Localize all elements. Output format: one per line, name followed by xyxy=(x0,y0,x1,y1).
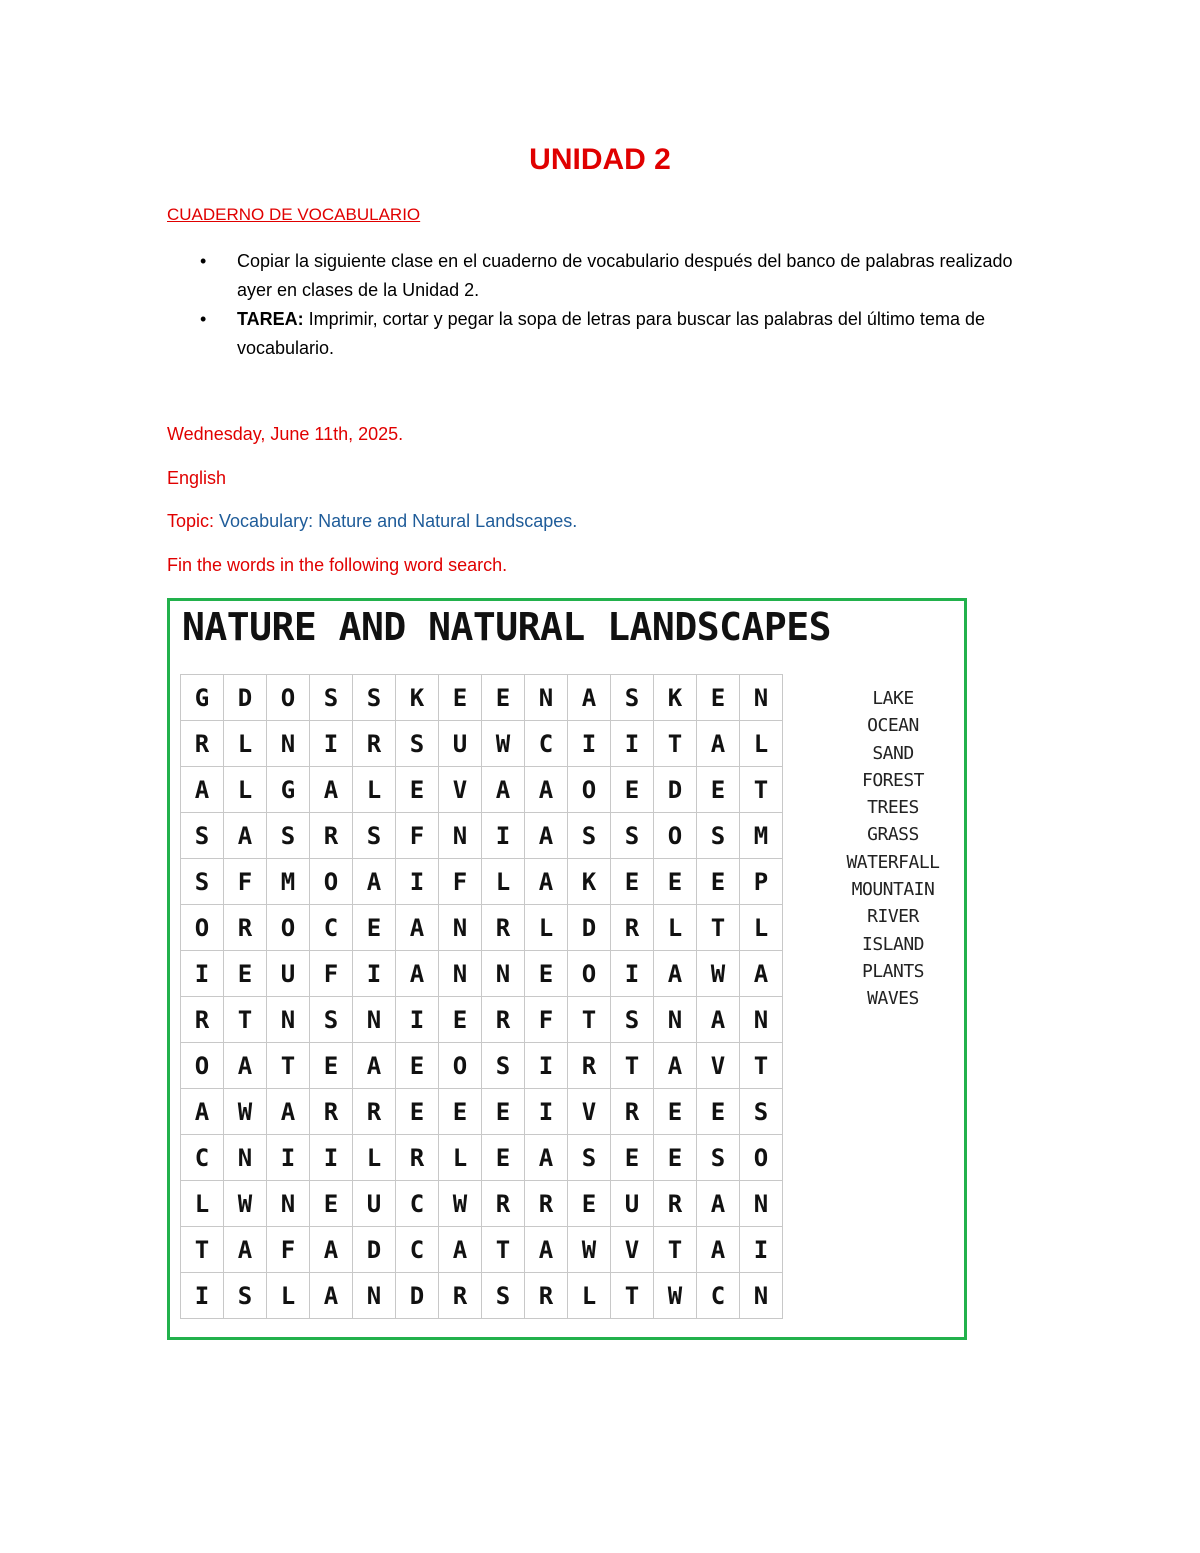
grid-cell: A xyxy=(353,1043,396,1089)
grid-row xyxy=(181,1135,783,1181)
grid-cell: M xyxy=(740,813,783,859)
grid-cell: N xyxy=(353,997,396,1043)
grid-cell: E xyxy=(568,1181,611,1227)
word-list-item: TREES xyxy=(867,797,919,819)
grid-cell: A xyxy=(697,997,740,1043)
grid-row xyxy=(181,1273,783,1319)
grid-cell: E xyxy=(353,905,396,951)
grid-cell: L xyxy=(525,905,568,951)
homework-label: TAREA: xyxy=(237,309,304,329)
grid-row xyxy=(181,1089,783,1135)
grid-cell: E xyxy=(525,951,568,997)
grid-cell: R xyxy=(353,721,396,767)
grid-cell: S xyxy=(568,1135,611,1181)
grid-cell: D xyxy=(568,905,611,951)
grid-cell: N xyxy=(224,1135,267,1181)
lesson-subject: English xyxy=(167,468,227,488)
grid-cell: O xyxy=(568,951,611,997)
grid-cell: S xyxy=(181,813,224,859)
grid-cell: F xyxy=(267,1227,310,1273)
grid-cell: N xyxy=(654,997,697,1043)
grid-cell: I xyxy=(740,1227,783,1273)
grid-cell: E xyxy=(396,767,439,813)
word-list-item: WATERFALL xyxy=(846,851,940,873)
grid-cell: R xyxy=(396,1135,439,1181)
grid-cell: S xyxy=(181,859,224,905)
grid-cell: O xyxy=(654,813,697,859)
grid-cell: M xyxy=(267,859,310,905)
grid-cell: L xyxy=(568,1273,611,1319)
grid-cell: U xyxy=(353,1181,396,1227)
grid-cell: K xyxy=(654,675,697,721)
grid-cell: I xyxy=(525,1043,568,1089)
word-list-item: RIVER xyxy=(867,906,919,928)
grid-cell: E xyxy=(482,1135,525,1181)
grid-cell: L xyxy=(267,1273,310,1319)
grid-cell: E xyxy=(439,997,482,1043)
grid-cell: I xyxy=(181,951,224,997)
grid-cell: L xyxy=(740,905,783,951)
grid-cell: E xyxy=(697,767,740,813)
grid-cell: S xyxy=(396,721,439,767)
grid-cell: N xyxy=(482,951,525,997)
grid-cell: N xyxy=(267,1181,310,1227)
grid-cell: I xyxy=(353,951,396,997)
word-list-item: OCEAN xyxy=(867,715,919,737)
grid-cell: A xyxy=(181,767,224,813)
grid-row xyxy=(181,767,783,813)
grid-row xyxy=(181,721,783,767)
grid-cell: E xyxy=(439,1089,482,1135)
grid-cell: N xyxy=(740,675,783,721)
grid-cell: C xyxy=(525,721,568,767)
grid-cell: A xyxy=(224,1227,267,1273)
grid-cell: T xyxy=(267,1043,310,1089)
lesson-topic xyxy=(167,511,577,532)
grid-cell: A xyxy=(525,767,568,813)
grid-cell: E xyxy=(396,1043,439,1089)
grid-cell: F xyxy=(439,859,482,905)
grid-cell: W xyxy=(654,1273,697,1319)
lesson-instruction: Fin the words in the following word search. xyxy=(167,555,508,575)
page-title: UNIDAD 2 xyxy=(529,143,671,176)
grid-cell: R xyxy=(611,1089,654,1135)
grid-cell: K xyxy=(396,675,439,721)
grid-cell: T xyxy=(482,1227,525,1273)
grid-cell: A xyxy=(525,1227,568,1273)
grid-cell: S xyxy=(310,997,353,1043)
grid-cell: E xyxy=(482,675,525,721)
grid-cell: L xyxy=(224,721,267,767)
grid-cell: A xyxy=(740,951,783,997)
grid-cell: E xyxy=(611,859,654,905)
grid-cell: N xyxy=(267,997,310,1043)
grid-row xyxy=(181,1227,783,1273)
grid-cell: I xyxy=(310,721,353,767)
grid-cell: P xyxy=(740,859,783,905)
grid-cell: S xyxy=(224,1273,267,1319)
grid-cell: A xyxy=(654,1043,697,1089)
grid-cell: R xyxy=(568,1043,611,1089)
grid-cell: E xyxy=(654,859,697,905)
grid-cell: A xyxy=(353,859,396,905)
grid-row xyxy=(181,1181,783,1227)
grid-cell: R xyxy=(482,997,525,1043)
grid-cell: D xyxy=(654,767,697,813)
grid-cell: L xyxy=(439,1135,482,1181)
grid-cell: A xyxy=(310,1227,353,1273)
grid-cell: W xyxy=(697,951,740,997)
grid-cell: G xyxy=(267,767,310,813)
word-list-item: MOUNTAIN xyxy=(851,879,935,901)
grid-cell: V xyxy=(439,767,482,813)
instruction-item xyxy=(200,305,1040,363)
grid-cell: S xyxy=(740,1089,783,1135)
grid-cell: V xyxy=(611,1227,654,1273)
grid-row xyxy=(181,951,783,997)
instruction-text: Copiar la siguiente clase en el cuaderno de vocabulario después del banco de palabras realizado ayer en clases de la Unidad 2. xyxy=(237,251,1013,300)
grid-cell: S xyxy=(310,675,353,721)
grid-cell: A xyxy=(568,675,611,721)
grid-cell: W xyxy=(482,721,525,767)
grid-cell: E xyxy=(697,675,740,721)
grid-cell: A xyxy=(482,767,525,813)
grid-cell: U xyxy=(439,721,482,767)
grid-cell: N xyxy=(439,951,482,997)
bullet-icon: • xyxy=(200,309,207,329)
grid-row xyxy=(181,905,783,951)
grid-cell: T xyxy=(740,767,783,813)
grid-cell: F xyxy=(525,997,568,1043)
grid-cell: R xyxy=(310,1089,353,1135)
grid-cell: N xyxy=(267,721,310,767)
grid-cell: R xyxy=(439,1273,482,1319)
grid-cell: D xyxy=(396,1273,439,1319)
grid-cell: A xyxy=(181,1089,224,1135)
bullet-icon: • xyxy=(200,251,207,271)
grid-cell: A xyxy=(439,1227,482,1273)
grid-cell: S xyxy=(267,813,310,859)
grid-cell: R xyxy=(181,721,224,767)
grid-cell: N xyxy=(740,1181,783,1227)
grid-cell: T xyxy=(568,997,611,1043)
grid-cell: A xyxy=(697,1227,740,1273)
grid-cell: A xyxy=(396,905,439,951)
grid-cell: N xyxy=(525,675,568,721)
grid-cell: C xyxy=(396,1181,439,1227)
word-list-item: SAND xyxy=(872,742,914,764)
grid-cell: T xyxy=(611,1043,654,1089)
grid-cell: N xyxy=(439,813,482,859)
grid-cell: L xyxy=(181,1181,224,1227)
grid-cell: R xyxy=(611,905,654,951)
grid-cell: E xyxy=(310,1043,353,1089)
grid-cell: A xyxy=(310,1273,353,1319)
grid-cell: W xyxy=(224,1181,267,1227)
grid-cell: E xyxy=(654,1089,697,1135)
grid-cell: S xyxy=(353,813,396,859)
letter-grid xyxy=(180,674,783,1319)
grid-cell: I xyxy=(181,1273,224,1319)
grid-cell: R xyxy=(482,1181,525,1227)
grid-cell: E xyxy=(654,1135,697,1181)
grid-cell: S xyxy=(697,813,740,859)
section-subtitle: CUADERNO DE VOCABULARIO xyxy=(167,205,421,224)
grid-cell: A xyxy=(697,1181,740,1227)
grid-cell: T xyxy=(611,1273,654,1319)
grid-cell: T xyxy=(654,721,697,767)
grid-cell: I xyxy=(568,721,611,767)
grid-cell: F xyxy=(310,951,353,997)
grid-cell: C xyxy=(310,905,353,951)
grid-cell: N xyxy=(740,997,783,1043)
grid-cell: O xyxy=(310,859,353,905)
instruction-item xyxy=(200,247,1040,305)
grid-cell: E xyxy=(697,859,740,905)
grid-cell: U xyxy=(267,951,310,997)
grid-cell: F xyxy=(224,859,267,905)
grid-cell: O xyxy=(740,1135,783,1181)
grid-cell: R xyxy=(482,905,525,951)
grid-cell: E xyxy=(396,1089,439,1135)
word-list-item: GRASS xyxy=(867,824,919,846)
grid-cell: A xyxy=(224,1043,267,1089)
grid-cell: A xyxy=(654,951,697,997)
grid-cell: S xyxy=(611,997,654,1043)
grid-cell: R xyxy=(181,997,224,1043)
grid-cell: S xyxy=(568,813,611,859)
grid-cell: G xyxy=(181,675,224,721)
word-list-item: WAVES xyxy=(867,988,919,1010)
grid-cell: R xyxy=(353,1089,396,1135)
grid-row xyxy=(181,859,783,905)
grid-cell: W xyxy=(439,1181,482,1227)
grid-cell: C xyxy=(396,1227,439,1273)
grid-cell: U xyxy=(611,1181,654,1227)
grid-cell: L xyxy=(353,1135,396,1181)
grid-row xyxy=(181,1043,783,1089)
grid-cell: I xyxy=(396,997,439,1043)
grid-cell: V xyxy=(697,1043,740,1089)
grid-cell: S xyxy=(482,1043,525,1089)
grid-cell: I xyxy=(396,859,439,905)
grid-cell: L xyxy=(224,767,267,813)
grid-cell: E xyxy=(310,1181,353,1227)
grid-cell: A xyxy=(525,859,568,905)
grid-cell: I xyxy=(310,1135,353,1181)
grid-cell: R xyxy=(310,813,353,859)
grid-cell: A xyxy=(267,1089,310,1135)
grid-cell: O xyxy=(267,905,310,951)
grid-cell: O xyxy=(267,675,310,721)
grid-cell: T xyxy=(740,1043,783,1089)
topic-value: Vocabulary: Nature and Natural Landscapes. xyxy=(219,511,578,531)
grid-cell: W xyxy=(568,1227,611,1273)
grid-cell: C xyxy=(697,1273,740,1319)
grid-cell: V xyxy=(568,1089,611,1135)
grid-row xyxy=(181,997,783,1043)
grid-cell: I xyxy=(482,813,525,859)
grid-cell: A xyxy=(697,721,740,767)
grid-cell: F xyxy=(396,813,439,859)
grid-cell: I xyxy=(611,721,654,767)
grid-cell: S xyxy=(611,675,654,721)
word-list-item: PLANTS xyxy=(861,960,925,982)
grid-cell: E xyxy=(482,1089,525,1135)
grid-cell: T xyxy=(224,997,267,1043)
lesson-date: Wednesday, June 11th, 2025. xyxy=(167,424,404,444)
grid-cell: O xyxy=(439,1043,482,1089)
grid-cell: I xyxy=(525,1089,568,1135)
grid-cell: S xyxy=(611,813,654,859)
grid-cell: N xyxy=(439,905,482,951)
grid-cell: L xyxy=(740,721,783,767)
grid-cell: I xyxy=(267,1135,310,1181)
grid-cell: N xyxy=(740,1273,783,1319)
word-list xyxy=(838,685,948,1013)
grid-cell: R xyxy=(224,905,267,951)
grid-cell: K xyxy=(568,859,611,905)
grid-cell: T xyxy=(181,1227,224,1273)
grid-cell: O xyxy=(181,905,224,951)
grid-row xyxy=(181,813,783,859)
grid-cell: E xyxy=(439,675,482,721)
grid-cell: S xyxy=(482,1273,525,1319)
grid-cell: A xyxy=(525,1135,568,1181)
word-list-item: FOREST xyxy=(861,769,925,791)
instruction-text: Imprimir, cortar y pegar la sopa de letras para buscar las palabras del último tema de vocabulario. xyxy=(237,309,985,358)
grid-cell: C xyxy=(181,1135,224,1181)
grid-cell: O xyxy=(181,1043,224,1089)
grid-cell: R xyxy=(525,1273,568,1319)
grid-row xyxy=(181,675,783,721)
puzzle-title: NATURE AND NATURAL LANDSCAPES xyxy=(182,605,831,649)
grid-cell: A xyxy=(224,813,267,859)
grid-cell: W xyxy=(224,1089,267,1135)
grid-cell: E xyxy=(611,767,654,813)
topic-label: Topic: xyxy=(167,511,220,531)
word-list-item: ISLAND xyxy=(861,933,925,955)
grid-cell: R xyxy=(525,1181,568,1227)
grid-cell: T xyxy=(654,1227,697,1273)
word-list-item: LAKE xyxy=(872,688,914,709)
grid-cell: S xyxy=(353,675,396,721)
grid-cell: T xyxy=(697,905,740,951)
grid-cell: L xyxy=(482,859,525,905)
grid-cell: E xyxy=(697,1089,740,1135)
grid-cell: D xyxy=(224,675,267,721)
grid-cell: O xyxy=(568,767,611,813)
grid-cell: I xyxy=(611,951,654,997)
grid-cell: A xyxy=(310,767,353,813)
word-search-puzzle xyxy=(167,598,967,1340)
grid-cell: R xyxy=(654,1181,697,1227)
grid-cell: N xyxy=(353,1273,396,1319)
grid-cell: A xyxy=(525,813,568,859)
grid-cell: D xyxy=(353,1227,396,1273)
grid-cell: L xyxy=(654,905,697,951)
grid-cell: E xyxy=(611,1135,654,1181)
grid-cell: S xyxy=(697,1135,740,1181)
grid-cell: A xyxy=(396,951,439,997)
grid-cell: E xyxy=(224,951,267,997)
grid-cell: L xyxy=(353,767,396,813)
instruction-list xyxy=(200,247,1040,363)
